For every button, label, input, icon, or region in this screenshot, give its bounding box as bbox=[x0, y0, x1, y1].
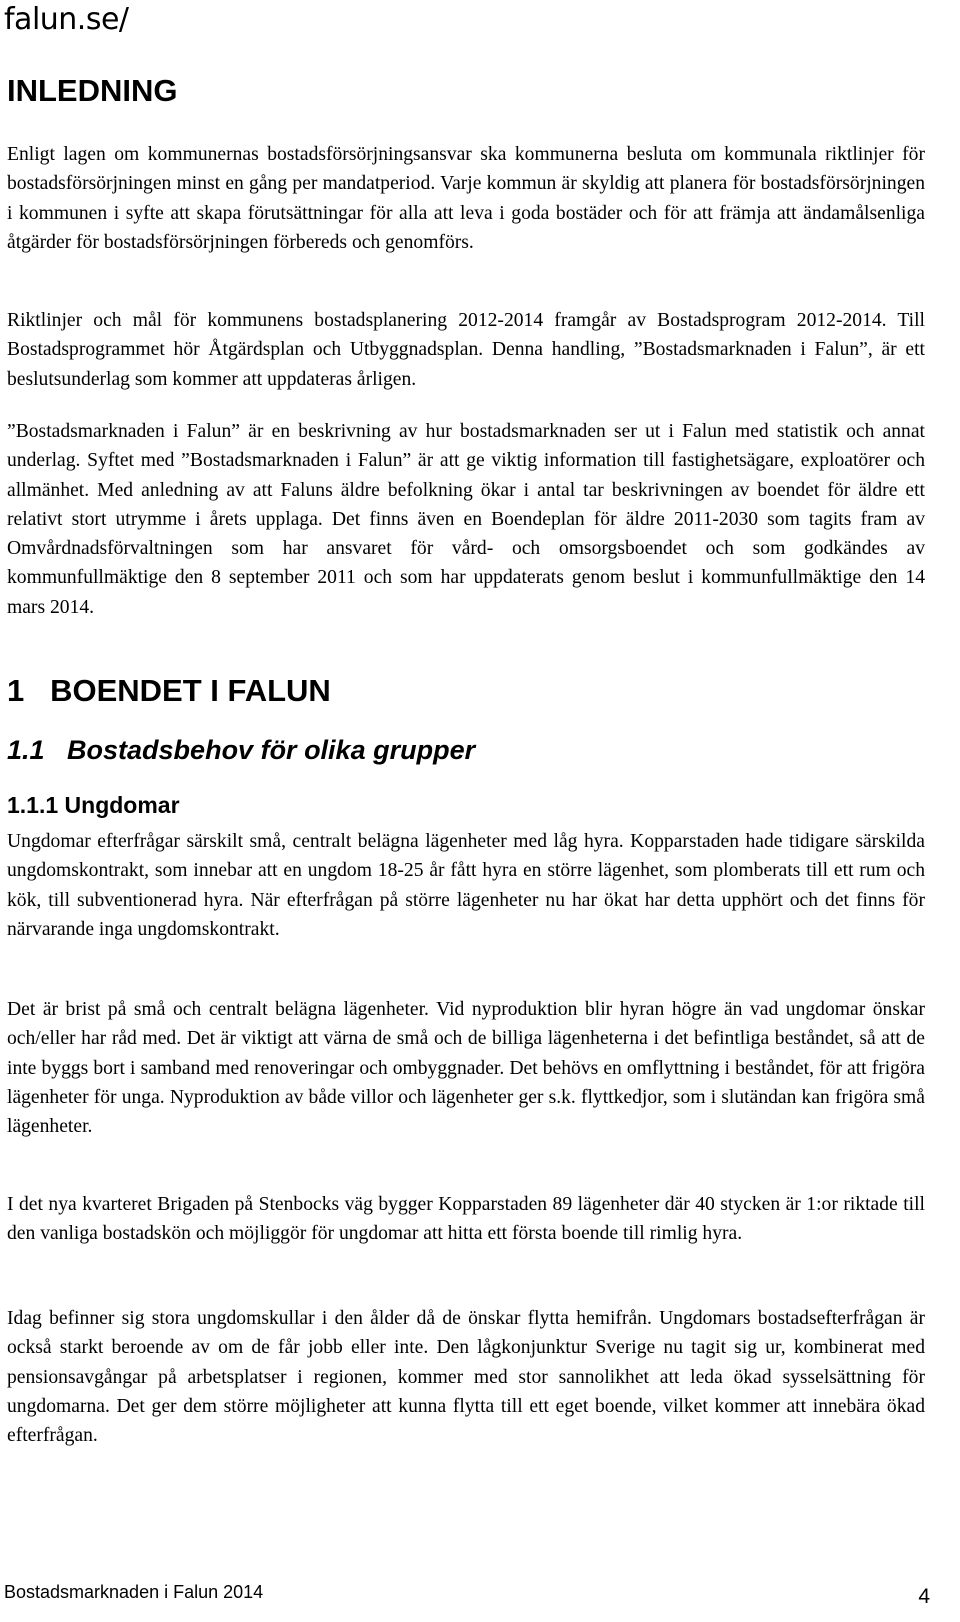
ungdomar-paragraph-4: Idag befinner sig stora ungdomskullar i den ålder då de önskar flytta hemifrån. Ungdomars bostadsefterfrågan är också starkt beroende av om de får jobb eller inte. Den lågkonjunktur Sverige nu tagit sig ur, kombinerat med pensionsavgångar på arbetsplatser i regionen, kommer med stor sannolikhet att leda ökad sysselsättning för ungdomarna. Det ger dem större möjligheter att kunna flytta till ett eget boende, vilket kommer att innebära ökad efterfrågan. bbox=[7, 1308, 925, 1447]
subsection-heading: 1.1 Bostadsbehov för olika grupper bbox=[7, 735, 476, 765]
page-number: 4 bbox=[918, 1585, 930, 1608]
intro-paragraph-3: ”Bostadsmarknaden i Falun” är en beskrivning av hur bostadsmarknaden ser ut i Falun med statistik och annat underlag. Syftet med ”Bostadsmarknaden i Falun” är att ge viktig information till fastighetsägare, exploatörer och allmänhet. Med anledning av att Faluns äldre befolkning ökar i antal tar beskrivningen av boendet för äldre ett relativt stort utrymme i årets upplaga. Det finns även en Boendeplan för äldre 2011-2030 som tagits fram av Omvårdnadsförvaltningen som har ansvaret för vård- och omsorgsboendet och som godkändes av kommunfullmäktige den 8 september 2011 och som har uppdaterats genom beslut i kommunfullmäktige den 14 mars 2014. bbox=[7, 421, 925, 618]
ungdomar-paragraph-1: Ungdomar efterfrågar särskilt små, centralt belägna lägenheter med låg hyra. Kopparstaden hade tidigare särskilda ungdomskontrakt, som innebar att en ungdom 18-25 år fått hyra en större lägenhet, som plomberats till ett rum och kök, till subventionerad hyra. När efterfrågan på större lägenheter nu har ökat har detta upphört och det finns för närvarande inga ungdomskontrakt. bbox=[7, 831, 925, 940]
section-heading: 1 BOENDET I FALUN bbox=[7, 673, 331, 708]
footer-title: Bostadsmarknaden i Falun 2014 bbox=[4, 1582, 264, 1602]
intro-paragraph-1: Enligt lagen om kommunernas bostadsförsörjningsansvar ska kommunerna besluta om kommunala riktlinjer för bostadsförsörjningen minst en gång per mandatperiod. Varje kommun är skyldig att planera för bostadsförsörjningen i kommunen i syfte att skapa förutsättningar för alla att leva i goda bostäder och för att främja att ändamålsenliga åtgärder för bostadsförsörjningen förbereds och genomförs. bbox=[7, 144, 925, 253]
ungdomar-paragraph-2: Det är brist på små och centralt belägna lägenheter. Vid nyproduktion blir hyran högre än vad ungdomar önskar och/eller har råd med. Det är viktigt att värna de små och de billiga lägenheterna i det befintliga beståndet, så att de inte byggs bort i samband med renoveringar och ombyggnader. Det behövs en omflyttning i beståndet, för att frigöra lägenheter för unga. Nyproduktion av både villor och lägenheter ger s.k. flyttkedjor, som i slutändan kan frigöra små lägenheter. bbox=[7, 999, 925, 1138]
site-logo: falun.se/ bbox=[4, 2, 129, 37]
subsubsection-heading: 1.1.1 Ungdomar bbox=[7, 792, 180, 818]
ungdomar-paragraph-3: I det nya kvarteret Brigaden på Stenbocks väg bygger Kopparstaden 89 lägenheter där 40 stycken är 1:or riktade till den vanliga bostadskön och möjliggör för ungdomar att hitta ett första boende till rimlig hyra. bbox=[7, 1194, 925, 1245]
intro-heading: INLEDNING bbox=[7, 73, 178, 108]
intro-paragraph-2: Riktlinjer och mål för kommunens bostadsplanering 2012-2014 framgår av Bostadsprogram 2012-2014. Till Bostadsprogrammet hör Åtgärdsplan och Utbyggnadsplan. Denna handling, ”Bostadsmarknaden i Falun”, är ett beslutsunderlag som kommer att uppdateras årligen. bbox=[7, 310, 925, 390]
